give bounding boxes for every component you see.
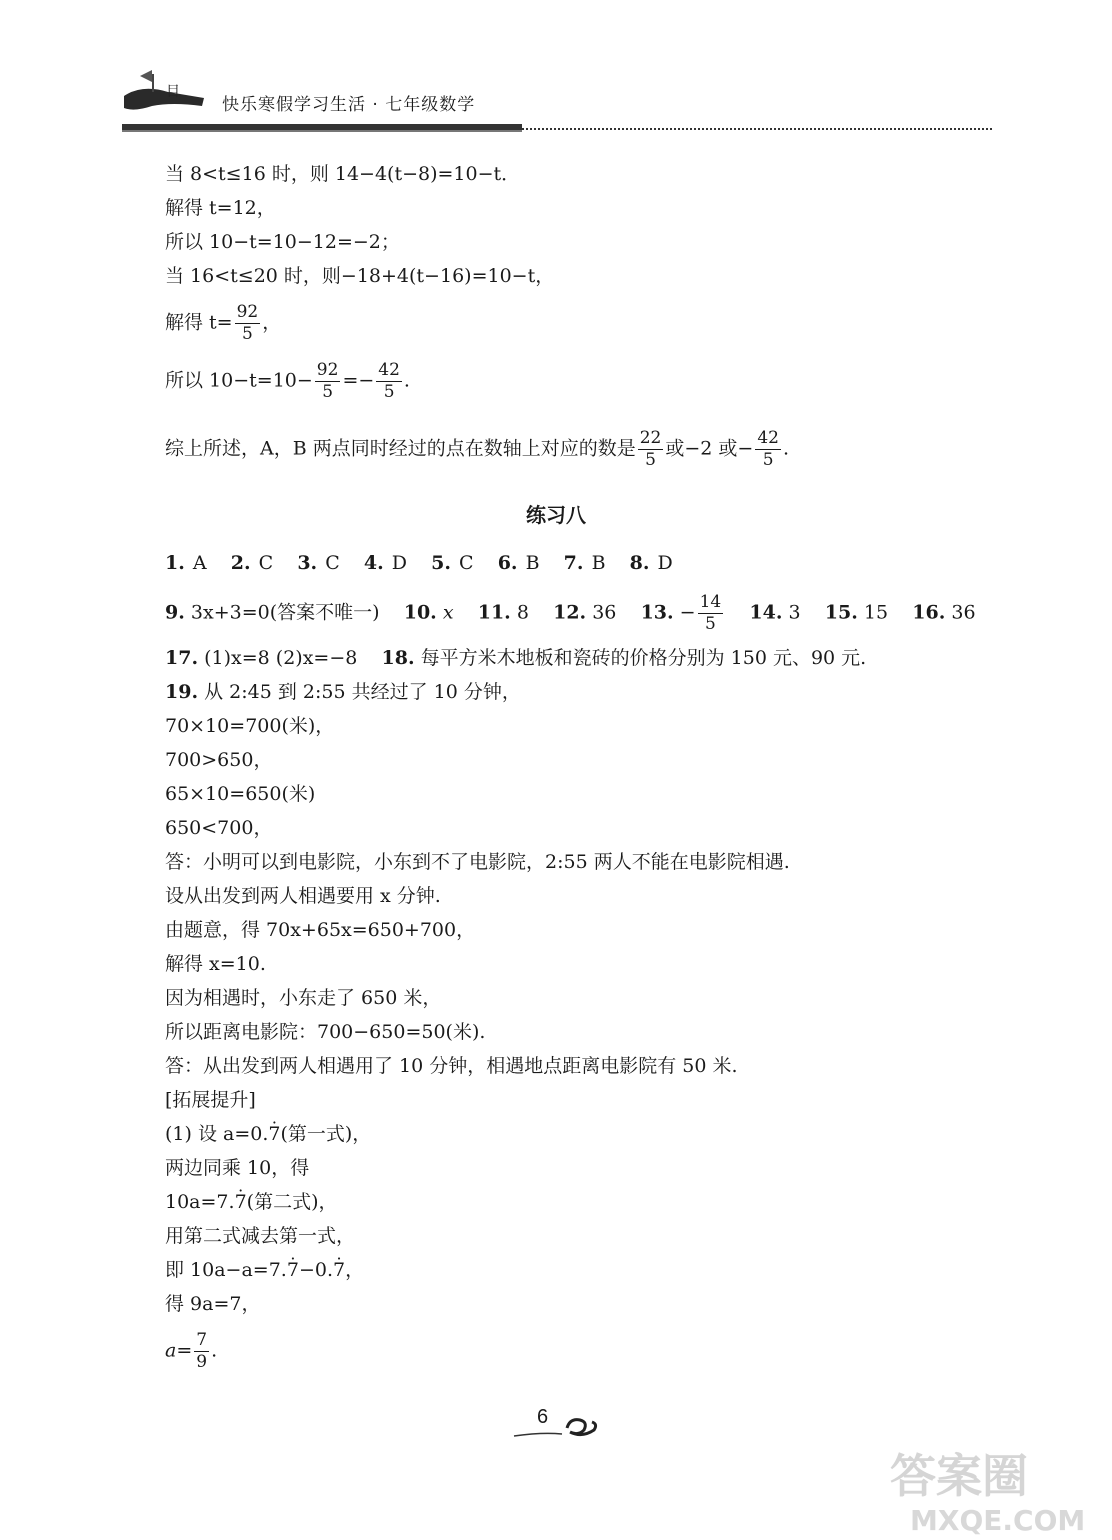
text-line: 解得 x=10. xyxy=(165,953,266,975)
fraction: $\frac{22}{5}$ xyxy=(639,428,662,470)
extension-heading: [拓展提升] xyxy=(165,1089,256,1111)
text-line-fraction xyxy=(165,428,789,471)
fraction: $\frac{7}{9}$ xyxy=(196,1330,208,1372)
text-line: 由题意，得 70x+65x=650+700， xyxy=(165,919,476,941)
header-logo xyxy=(122,62,212,124)
text-line: 解得 t=12， xyxy=(165,197,276,219)
text-line: 因为相遇时，小东走了 650 米， xyxy=(165,987,442,1009)
watermark-logo xyxy=(880,1440,1110,1536)
text: . xyxy=(403,369,410,392)
text-line: 10a=7.· 7(第二式)， xyxy=(165,1190,337,1214)
answers-row-2: 9. 3x+3=0(答案不唯一) 10. x 11. 8 12. 36 13. − $\frac{14}{5}$ 14. 3 15. 15 16. 36 xyxy=(165,592,976,634)
header-rule-thin xyxy=(122,130,522,132)
fraction: $\frac{92}{5}$ xyxy=(316,360,339,402)
text-line: 65×10=650(米) xyxy=(165,783,316,805)
text: ， xyxy=(262,311,282,334)
page-number-swirl-icon xyxy=(512,1410,602,1440)
text: . xyxy=(782,437,790,460)
answers-row-1: 1. A 2. C 3. C 4. D 5. C 6. B 7. B 8. D xyxy=(165,552,673,574)
text-line: (1) 设 a=0.· 7(第一式)， xyxy=(165,1122,371,1146)
svg-text:目: 目 xyxy=(166,84,180,100)
fraction: $\frac{92}{5}$ xyxy=(236,302,259,344)
q19-first-line: 19. 从 2:45 到 2:55 共经过了 10 分钟， xyxy=(165,681,521,703)
text-line-fraction: a= $\frac{7}{9}$ . xyxy=(165,1330,218,1372)
svg-text:答案圈: 答案圈 xyxy=(890,1449,1028,1503)
text-line: 700>650， xyxy=(165,749,273,771)
text: 综上所述，A，B 两点同时经过的点在数轴上对应的数是 xyxy=(165,437,636,460)
text-line-fraction xyxy=(165,302,281,345)
svg-text:MXQE.COM: MXQE.COM xyxy=(910,1504,1086,1536)
fraction: $\frac{42}{5}$ xyxy=(757,428,779,470)
text: 或−2 或− xyxy=(665,437,754,460)
text-line: 设从出发到两人相遇要用 x 分钟. xyxy=(165,885,441,907)
fraction: $\frac{14}{5}$ xyxy=(699,592,722,634)
page-number: 6 xyxy=(537,1406,549,1428)
text-line: 70×10=700(米)， xyxy=(165,715,335,737)
text: =− xyxy=(342,369,375,392)
text-line: 当 16<t≤20 时，则−18+4(t−16)=10−t， xyxy=(165,265,555,287)
fraction: $\frac{42}{5}$ xyxy=(378,360,400,402)
text-line: 用第二式减去第一式， xyxy=(165,1225,356,1247)
header-title: 快乐寒假学习生活 · 七年级数学 xyxy=(222,95,476,115)
text-line: 当 8<t≤16 时，则 14−4(t−8)=10−t． xyxy=(165,163,521,185)
answers-row-3: 17. (1)x=8 (2)x=−8 18. 每平方米木地板和瓷砖的价格分别为 150 元、90 元. xyxy=(165,647,867,669)
header-dotted-rule xyxy=(522,128,992,130)
text-line-fraction xyxy=(165,360,410,403)
text-line: 所以距离电影院：700−650=50(米). xyxy=(165,1021,486,1043)
text-line: 即 10a−a=7.· 7−0.· 7， xyxy=(165,1258,364,1282)
text-line: 650<700， xyxy=(165,817,273,839)
text-line: 答：从出发到两人相遇用了 10 分钟，相遇地点距离电影院有 50 米. xyxy=(165,1055,738,1077)
text-line: 得 9a=7， xyxy=(165,1293,261,1315)
text-line: 答：小明可以到电影院，小东到不了电影院，2:55 两人不能在电影院相遇. xyxy=(165,851,790,873)
section-title: 练习八 xyxy=(526,503,586,527)
text-line: 两边同乘 10，得 xyxy=(165,1157,310,1179)
text: 解得 t= xyxy=(165,311,233,334)
text-line: 所以 10−t=10−12=−2； xyxy=(165,231,400,253)
text: 所以 10−t=10− xyxy=(165,369,313,392)
